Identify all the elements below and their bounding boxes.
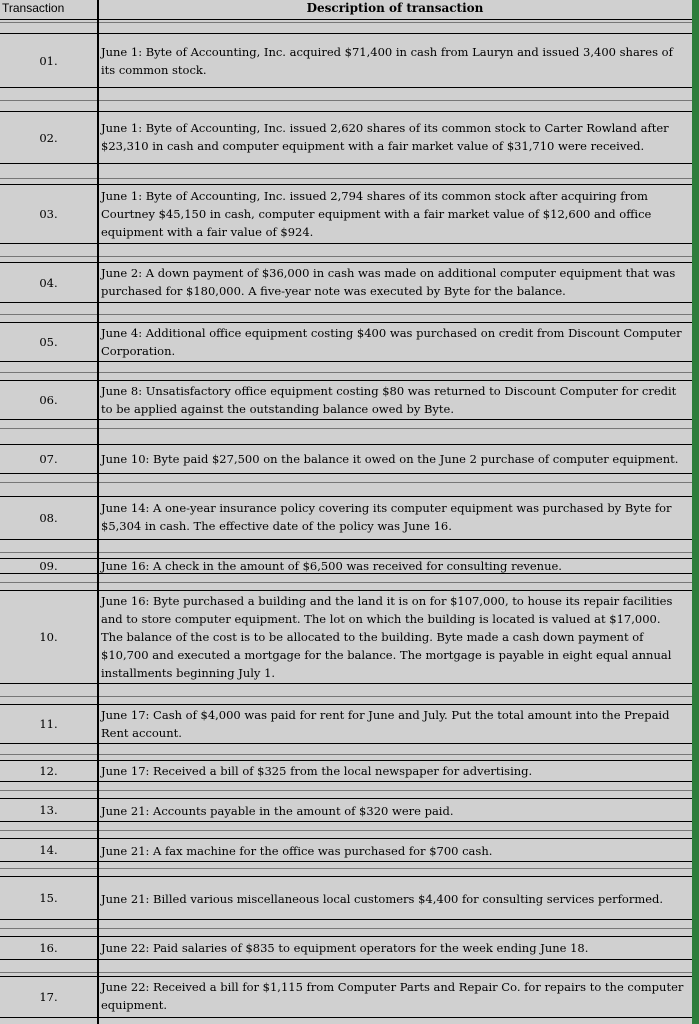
transaction-number: 17. <box>39 990 58 1004</box>
transaction-description: June 8: Unsatisfactory office equipment costing $80 was returned to Discount Computer for credit to be applied against the outstanding balance owed by Byte. <box>101 384 677 416</box>
transaction-description: June 17: Received a bill of $325 from the local newspaper for advertising. <box>101 764 533 778</box>
transaction-number: 01. <box>39 53 58 68</box>
transaction-number: 08. <box>39 511 58 525</box>
transaction-description: June 21: A fax machine for the office was purchased for $700 cash. <box>101 844 493 858</box>
table-row <box>0 380 692 420</box>
table-row <box>0 798 692 822</box>
transaction-number: 04. <box>39 275 58 290</box>
transaction-description: June 16: Byte purchased a building and the land it is on for $107,000, to house its repair facilities and to store computer equipment. The lot on which the building is located is valued at $17,000. The balance of the cost is to be allocated to the building. Byte made a cash down payment of $10,700 and executed a mortgage for the balance. The mortgage is payable in eight equal annual installments beginning July 1. <box>101 594 673 680</box>
column-divider <box>97 0 99 1024</box>
transaction-number: 14. <box>39 843 58 857</box>
transaction-number: 16. <box>39 941 58 955</box>
transaction-number: 10. <box>39 630 58 644</box>
transaction-description: June 2: A down payment of $36,000 in cash was made on additional computer equipment that was purchased for $180,000. A five-year note was executed by Byte for the balance. <box>101 266 676 298</box>
table-row <box>0 976 692 1018</box>
transaction-number: 03. <box>39 207 58 221</box>
table-row <box>0 262 692 303</box>
table-row <box>0 590 692 684</box>
transaction-description: June 1: Byte of Accounting, Inc. issued 2,620 shares of its common stock to Carter Rowland after $23,310 in cash and computer equipment with a fair market value of $31,710 were received. <box>101 121 669 153</box>
transaction-description: June 22: Paid salaries of $835 to equipment operators for the week ending June 18. <box>101 941 589 955</box>
description-column-header: Description of transaction <box>306 1 484 15</box>
transaction-description: June 1: Byte of Accounting, Inc. acquired $71,400 in cash from Lauryn and issued 3,400 shares of its common stock. <box>101 45 673 77</box>
table-row <box>0 838 692 862</box>
transaction-description: June 16: A check in the amount of $6,500 was received for consulting revenue. <box>101 559 562 573</box>
transaction-description: June 17: Cash of $4,000 was paid for rent for June and July. Put the total amount into the Prepaid Rent account. <box>101 708 670 740</box>
transaction-number: 05. <box>39 335 58 349</box>
transaction-number: 13. <box>39 803 58 817</box>
table-row <box>0 558 692 574</box>
transaction-column-header: Transaction <box>2 1 65 15</box>
transaction-description: June 1: Byte of Accounting, Inc. issued 2,794 shares of its common stock after acquiring from Courtney $45,150 in cash, computer equipment with a fair market value of $12,600 and office equipment with a fair value of $924. <box>101 189 652 239</box>
transaction-number: 09. <box>39 559 58 573</box>
table-row <box>0 33 692 88</box>
transaction-description: June 22: Received a bill for $1,115 from Computer Parts and Repair Co. for repairs to the computer equipment. <box>101 980 684 1012</box>
transaction-number: 07. <box>39 452 58 466</box>
table-row <box>0 496 692 540</box>
table-row <box>0 760 692 782</box>
transaction-number: 02. <box>39 130 58 145</box>
table-row <box>0 184 692 244</box>
table-row <box>0 322 692 362</box>
table-row <box>0 444 692 474</box>
transaction-description: June 21: Billed various miscellaneous local customers $4,400 for consulting services performed. <box>101 892 664 906</box>
transaction-description: June 4: Additional office equipment costing $400 was purchased on credit from Discount Computer Corporation. <box>101 326 682 358</box>
table-row <box>0 704 692 744</box>
table-row <box>0 876 692 920</box>
transaction-number: 11. <box>39 717 58 731</box>
transaction-number: 12. <box>39 764 58 778</box>
transaction-number: 15. <box>39 891 58 905</box>
transaction-description: June 21: Accounts payable in the amount of $320 were paid. <box>101 804 454 818</box>
table-row <box>0 936 692 960</box>
table-header <box>0 0 692 20</box>
table-row <box>0 111 692 164</box>
transaction-description: June 14: A one-year insurance policy covering its computer equipment was purchased by Byte for $5,304 in cash. The effective date of the policy was June 16. <box>101 501 672 533</box>
transaction-description: June 10: Byte paid $27,500 on the balance it owed on the June 2 purchase of computer equipment. <box>101 452 679 466</box>
transaction-number: 06. <box>39 393 58 407</box>
